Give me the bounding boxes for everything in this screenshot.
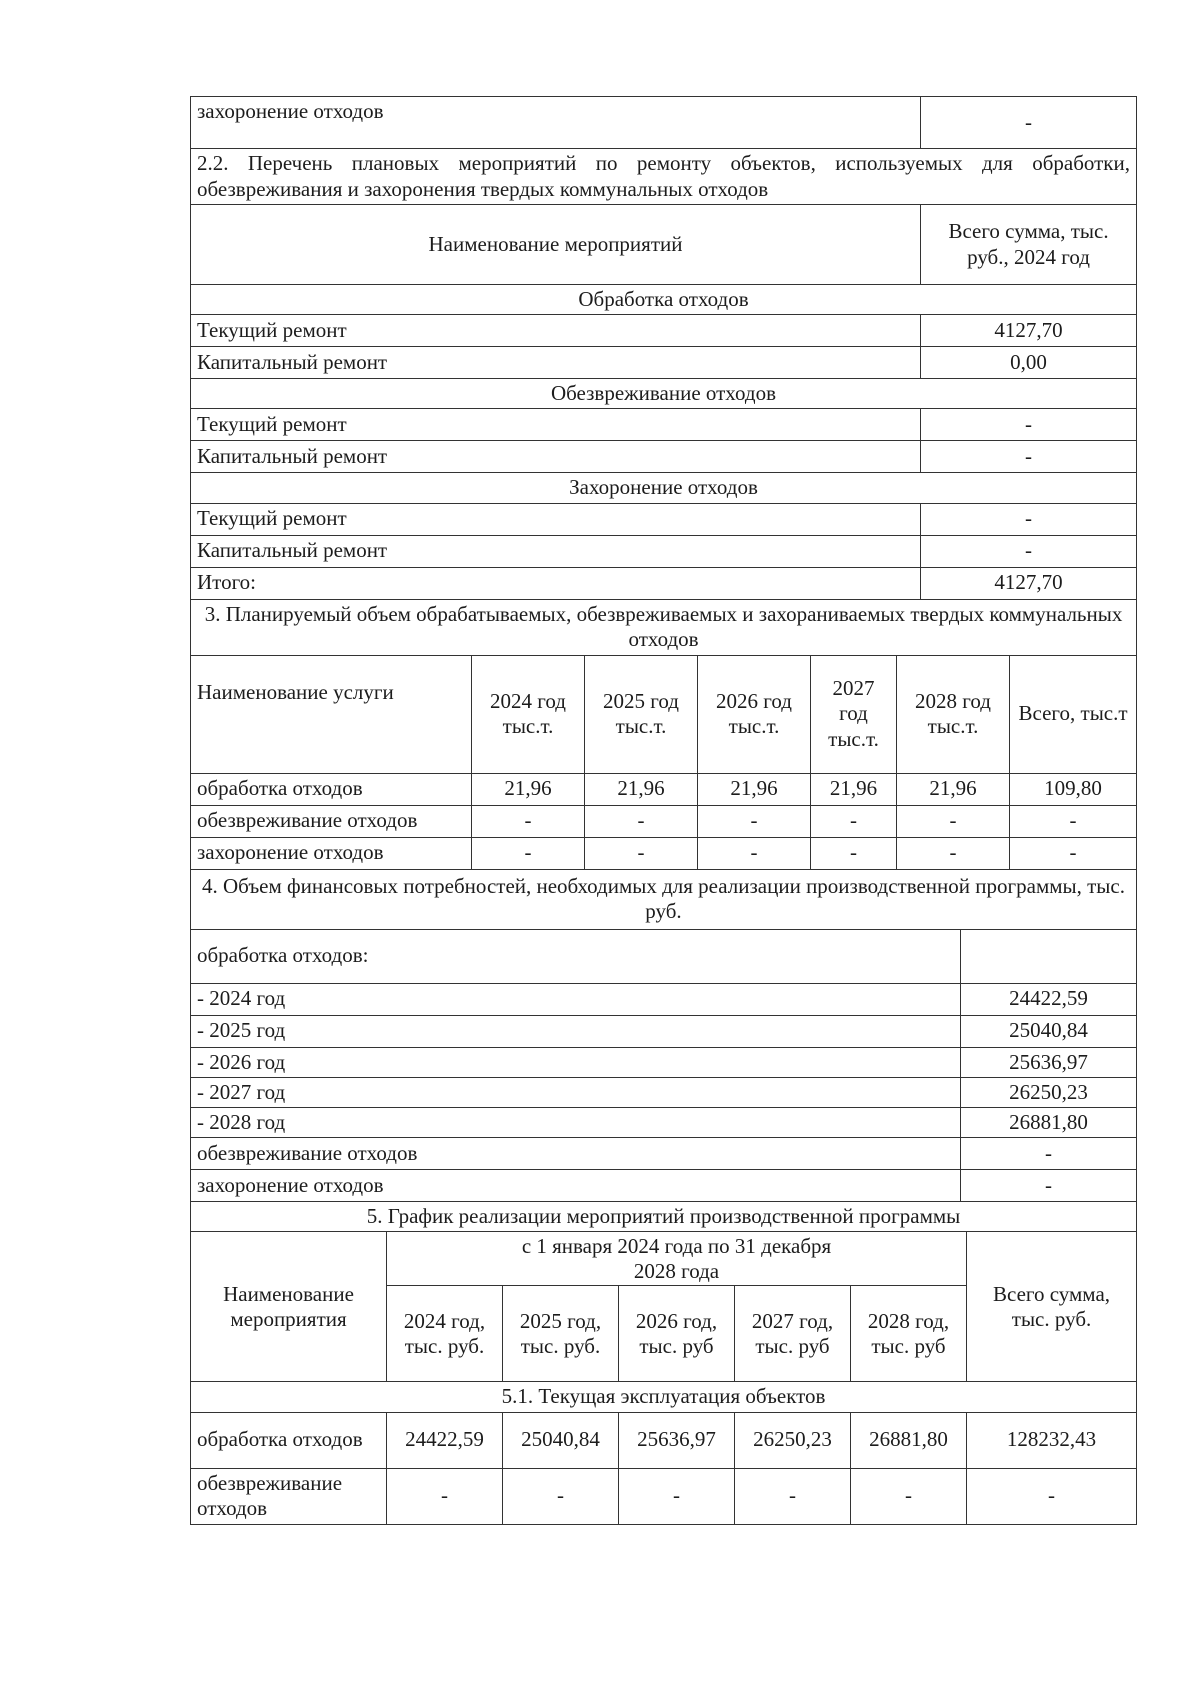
volume-cell: - [811, 837, 897, 869]
schedule-cell: - [967, 1468, 1137, 1524]
volume-header: 2025 год тыс.т. [585, 655, 698, 773]
repair-row-value: 0,00 [921, 347, 1137, 379]
repair-row-label: Текущий ремонт [191, 409, 921, 441]
volume-cell: 21,96 [811, 773, 897, 805]
finance-row-label: - 2026 год [191, 1047, 961, 1077]
schedule-period: с 1 января 2024 года по 31 декабря 2028 года [387, 1232, 967, 1286]
repair-row-value: - [921, 409, 1137, 441]
volume-cell: - [585, 837, 698, 869]
volume-cell: 21,96 [472, 773, 585, 805]
repair-col-sum-header: Всего сумма, тыс. руб., 2024 год [921, 205, 1137, 285]
volume-header: 2024 год тыс.т. [472, 655, 585, 773]
schedule-col-name-header: Наименование мероприятия [191, 1232, 387, 1382]
repair-row-label: Капитальный ремонт [191, 441, 921, 473]
schedule-year-header: 2027 год, тыс. руб [735, 1286, 851, 1382]
repair-row-value: - [921, 535, 1137, 567]
schedule-cell: 25636,97 [619, 1412, 735, 1468]
schedule-cell: - [851, 1468, 967, 1524]
schedule-cell: - [619, 1468, 735, 1524]
schedule-row-label: обезвреживание отходов [191, 1468, 387, 1524]
volume-cell: - [472, 837, 585, 869]
repair-total-value: 4127,70 [921, 567, 1137, 599]
schedule-cell: - [735, 1468, 851, 1524]
finance-row-value: 26250,23 [961, 1077, 1137, 1107]
schedule-cell: 25040,84 [503, 1412, 619, 1468]
schedule-cell: 24422,59 [387, 1412, 503, 1468]
volume-row-label: обработка отходов [191, 773, 472, 805]
volume-cell: - [585, 805, 698, 837]
empty-cell [961, 929, 1137, 983]
finance-row-label: - 2024 год [191, 983, 961, 1015]
repair-col-name-header: Наименование мероприятий [191, 205, 921, 285]
repair-table [190, 96, 1137, 600]
volume-cell: - [472, 805, 585, 837]
repair-row-label: Капитальный ремонт [191, 347, 921, 379]
volume-header: Наименование услуги [191, 655, 472, 773]
volume-cell: - [897, 837, 1010, 869]
group-title: Обезвреживание отходов [191, 379, 1137, 409]
schedule-col-total-header: Всего сумма, тыс. руб. [967, 1232, 1137, 1382]
schedule-cell: - [503, 1468, 619, 1524]
schedule-year-header: 2025 год, тыс. руб. [503, 1286, 619, 1382]
schedule-cell: 26881,80 [851, 1412, 967, 1468]
section-2-2-title: 2.2. Перечень плановых мероприятий по ремонту объектов, используемых для обработки, обезвреживания и захоронения твердых коммунальных отходов [191, 149, 1137, 205]
schedule-cell: 26250,23 [735, 1412, 851, 1468]
volume-cell: - [698, 805, 811, 837]
volume-cell: 21,96 [585, 773, 698, 805]
volume-row-label: захоронение отходов [191, 837, 472, 869]
repair-row-label: Капитальный ремонт [191, 535, 921, 567]
finance-table [190, 869, 1137, 1203]
schedule-table [190, 1201, 1137, 1524]
section-4-title: 4. Объем финансовых потребностей, необходимых для реализации производственной программы, тыс. руб. [191, 869, 1137, 929]
document-page [190, 96, 1136, 1525]
repair-row-value: 4127,70 [921, 315, 1137, 347]
schedule-cell: 128232,43 [967, 1412, 1137, 1468]
finance-row-label: захоронение отходов [191, 1170, 961, 1202]
schedule-year-header: 2026 год, тыс. руб [619, 1286, 735, 1382]
finance-row-label: - 2027 год [191, 1077, 961, 1107]
schedule-year-header: 2028 год, тыс. руб [851, 1286, 967, 1382]
finance-row-value: - [961, 1170, 1137, 1202]
finance-row-value: 25636,97 [961, 1047, 1137, 1077]
schedule-row-label: обработка отходов [191, 1412, 387, 1468]
finance-row-value: 26881,80 [961, 1107, 1137, 1137]
volume-cell: - [1010, 805, 1137, 837]
top-row-label: захоронение отходов [191, 97, 921, 149]
schedule-cell: - [387, 1468, 503, 1524]
finance-subtitle: обработка отходов: [191, 929, 961, 983]
volume-table [190, 599, 1137, 870]
volume-header: 2027 год тыс.т. [811, 655, 897, 773]
finance-row-value: 24422,59 [961, 983, 1137, 1015]
section-5-title: 5. График реализации мероприятий производственной программы [191, 1202, 1137, 1232]
finance-row-value: - [961, 1138, 1137, 1170]
repair-total-label: Итого: [191, 567, 921, 599]
finance-row-value: 25040,84 [961, 1015, 1137, 1047]
volume-row-label: обезвреживание отходов [191, 805, 472, 837]
volume-cell: - [1010, 837, 1137, 869]
repair-row-value: - [921, 503, 1137, 535]
volume-header: Всего, тыс.т [1010, 655, 1137, 773]
volume-cell: - [698, 837, 811, 869]
volume-cell: 109,80 [1010, 773, 1137, 805]
schedule-subsection: 5.1. Текущая эксплуатация объектов [191, 1382, 1137, 1412]
repair-row-label: Текущий ремонт [191, 503, 921, 535]
volume-header: 2026 год тыс.т. [698, 655, 811, 773]
volume-cell: - [897, 805, 1010, 837]
repair-row-value: - [921, 441, 1137, 473]
finance-row-label: - 2028 год [191, 1107, 961, 1137]
top-row-value: - [921, 97, 1137, 149]
repair-row-label: Текущий ремонт [191, 315, 921, 347]
volume-cell: 21,96 [897, 773, 1010, 805]
volume-cell: 21,96 [698, 773, 811, 805]
finance-row-label: - 2025 год [191, 1015, 961, 1047]
volume-header: 2028 год тыс.т. [897, 655, 1010, 773]
volume-cell: - [811, 805, 897, 837]
finance-row-label: обезвреживание отходов [191, 1138, 961, 1170]
schedule-year-header: 2024 год, тыс. руб. [387, 1286, 503, 1382]
group-title: Обработка отходов [191, 285, 1137, 315]
group-title: Захоронение отходов [191, 473, 1137, 503]
section-3-title: 3. Планируемый объем обрабатываемых, обезвреживаемых и захораниваемых твердых коммунальных отходов [191, 599, 1137, 655]
